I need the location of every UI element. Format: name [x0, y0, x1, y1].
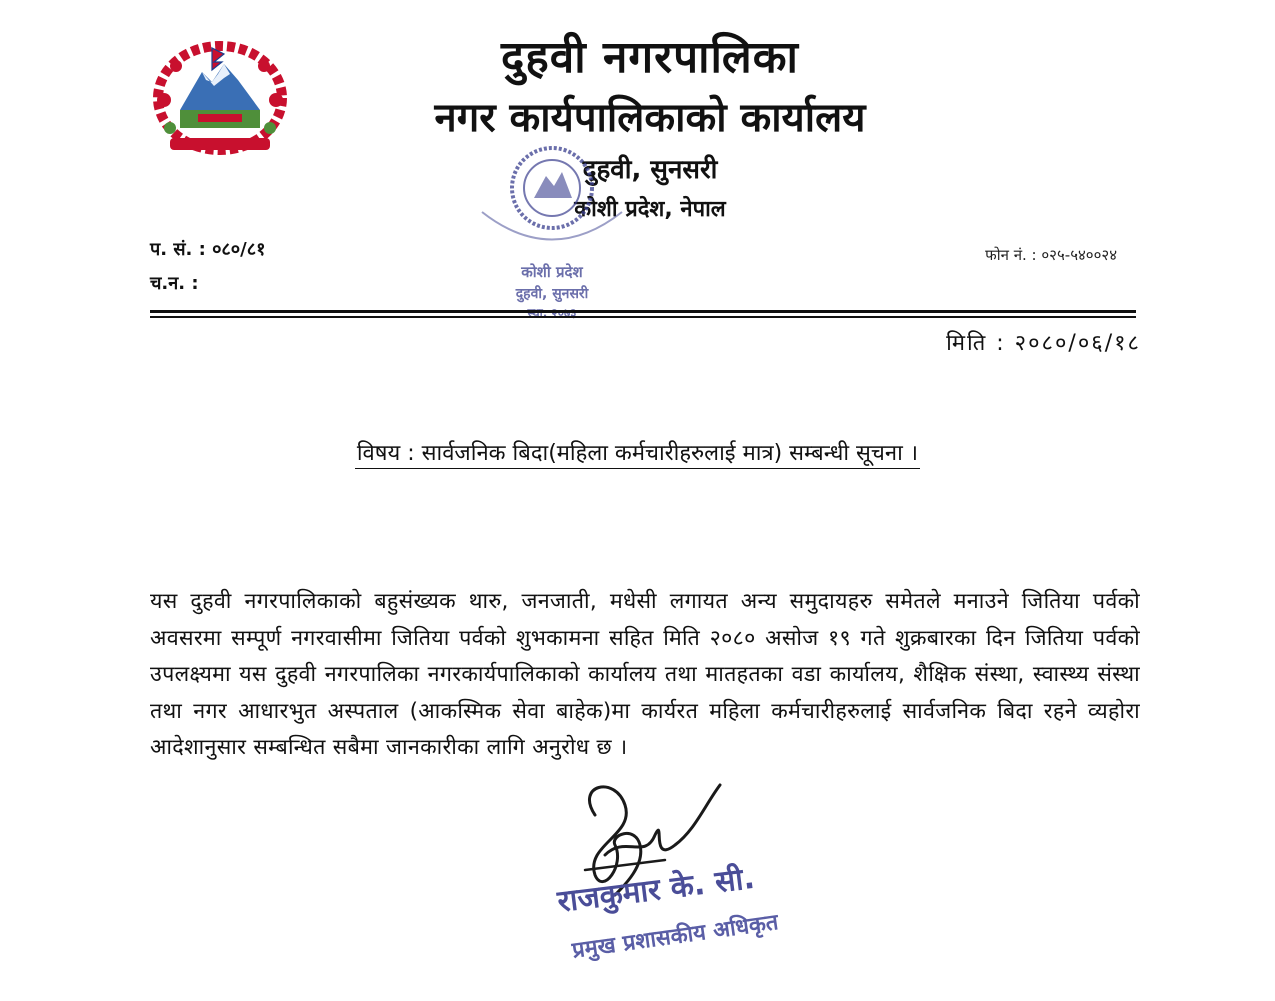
stamp-location: दुहवी, सुनसरी [515, 286, 589, 302]
signatory-name: राजकुमार के. सी. [555, 860, 757, 920]
letter-date: मिति : २०८०/०६/१८ [946, 331, 1141, 356]
province-line: कोशी प्रदेश, नेपाल [574, 197, 726, 222]
header-divider-thin [150, 316, 1136, 318]
subject-text: विषय : सार्वजनिक बिदा(महिला कर्मचारीहरुलाई मात्र) सम्बन्धी सूचना । [355, 441, 920, 469]
municipality-title: दुहवी नगरपालिका [501, 32, 799, 83]
location-line: दुहवी, सुनसरी [582, 155, 718, 185]
subject-line [0, 438, 1275, 470]
signatory-title: प्रमुख प्रशासकीय अधिकृत [570, 910, 780, 964]
office-title: नगर कार्यपालिकाको कार्यालय [434, 95, 866, 141]
dispatch-number: च.न. : [150, 273, 199, 294]
phone-number: फोन नं. : ०२५-५४००२४ [985, 246, 1117, 264]
stamp-seal-icon [462, 142, 642, 262]
stamp-province: कोशी प्रदेश [521, 263, 583, 281]
office-stamp [462, 142, 642, 327]
notice-body: यस दुहवी नगरपालिकाको बहुसंख्यक थारु, जनजाती, मधेसी लगायत अन्य समुदायहरु समेतले मनाउने जितिया पर्वको अवसरमा सम्पूर्ण नगरवासीमा जितिया पर्वको शुभकामना सहित मिति २०८० असोज १९ गते शुक्रबारका दिन जितिया पर्वको उपलक्ष्यमा यस दुहवी नगरपालिका नगरकार्यपालिकाको कार्यालय तथा मातहतका वडा कार्यालय, शैक्षिक संस्था, स्वास्थ्य संस्था तथा नगर आधारभुत अस्पताल (आकस्मिक सेवा बाहेक)मा कार्यरत महिला कर्मचारीहरुलाई सार्वजनिक बिदा रहने व्यहोरा आदेशानुसार सम्बन्धित सबैमा जानकारीका लागि अनुरोध छ । [150, 589, 1140, 760]
letter-number: प. सं. : ०८०/८१ [150, 239, 266, 260]
stamp-established: स्था. २०७३ [527, 306, 577, 320]
nepal-emblem-icon [140, 30, 300, 160]
header-divider [150, 310, 1136, 313]
